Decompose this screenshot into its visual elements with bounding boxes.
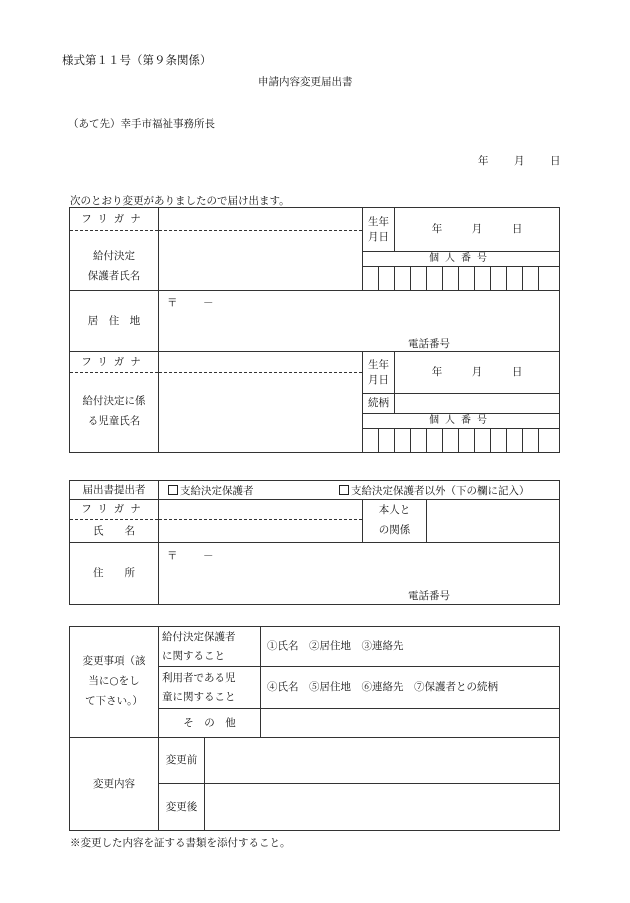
guardian-pn-digit[interactable]: [507, 267, 523, 291]
submitter-furigana-field[interactable]: [159, 500, 363, 520]
guardian-pn-digit[interactable]: [363, 267, 379, 291]
submitter-relation-field[interactable]: [427, 500, 560, 543]
birth-year-label: 年: [431, 223, 443, 236]
residence-phone-label: 電話番号: [408, 338, 450, 350]
child-personal-number-label: 個人番号: [363, 414, 560, 429]
form-title: 申請内容変更届出書: [258, 76, 353, 88]
checkbox-icon[interactable]: [339, 485, 349, 495]
option-other[interactable]: 支給決定保護者以外（下の欄に記入）: [339, 485, 530, 497]
submitter-table: [69, 480, 560, 605]
submitter-options: [159, 481, 560, 500]
submitter-address-label: 住 所: [70, 543, 159, 605]
before-field[interactable]: [205, 738, 560, 784]
submitter-phone-label: 電話番号: [408, 590, 450, 602]
guardian-name-field[interactable]: [159, 231, 363, 291]
guardian-pn-digit[interactable]: [395, 267, 411, 291]
submitter-name-field[interactable]: [159, 520, 363, 543]
guardian-change-options[interactable]: ①氏名 ②居住地 ③連絡先: [261, 627, 560, 667]
guardian-personal-number-label: 個人番号: [363, 252, 560, 267]
residence-field[interactable]: [159, 291, 560, 352]
other-category-label: そ の 他: [159, 709, 261, 738]
relation-label: 続柄: [363, 394, 395, 414]
child-furigana-label: フリガナ: [70, 352, 159, 373]
footnote: ※変更した内容を証する書類を添付すること。: [70, 837, 291, 849]
guardian-category-label: 給付決定保護者 に関すること: [159, 627, 261, 667]
form-number: 様式第１１号（第９条関係）: [62, 53, 212, 67]
guardian-furigana-label: フリガナ: [70, 208, 159, 231]
child-pn-digit[interactable]: [539, 428, 560, 452]
other-change-field[interactable]: [261, 709, 560, 738]
child-pn-digit[interactable]: [443, 428, 459, 452]
submitter-furigana-label: フリガナ: [70, 500, 159, 520]
child-birth-field[interactable]: [395, 352, 560, 394]
guardian-pn-digit[interactable]: [523, 267, 539, 291]
guardian-pn-digit[interactable]: [475, 267, 491, 291]
child-birth-day-label: 日: [511, 366, 523, 379]
after-label: 変更後: [159, 784, 205, 831]
child-pn-digit[interactable]: [491, 428, 507, 452]
submitter-name-label: 氏 名: [70, 520, 159, 543]
guardian-pn-digit[interactable]: [379, 267, 395, 291]
change-table: [69, 626, 560, 831]
child-pn-digit[interactable]: [507, 428, 523, 452]
guardian-birth-field[interactable]: [395, 208, 560, 252]
postal-mark: 〒: [167, 297, 178, 309]
birth-month-label: 月: [471, 223, 483, 236]
guardian-pn-digit[interactable]: [427, 267, 443, 291]
child-name-field[interactable]: [159, 373, 363, 453]
applicant-table: [69, 207, 560, 453]
date-year-label: 年: [478, 155, 489, 167]
checkbox-icon[interactable]: [168, 485, 178, 495]
child-birth-month-label: 月: [471, 366, 483, 379]
guardian-pn-digit[interactable]: [539, 267, 560, 291]
child-pn-digit[interactable]: [475, 428, 491, 452]
child-pn-digit[interactable]: [379, 428, 395, 452]
user-category-label: 利用者である児 童に関すること: [159, 667, 261, 709]
postal-mark: 〒: [167, 550, 178, 562]
submitter-address-field[interactable]: [159, 543, 560, 605]
date-day-label: 日: [550, 155, 561, 167]
relation-field[interactable]: [395, 394, 560, 414]
child-pn-digit[interactable]: [427, 428, 443, 452]
option-guardian[interactable]: 支給決定保護者: [168, 485, 254, 497]
date-month-label: 月: [514, 155, 525, 167]
change-item-label: 変更事項（該 当に○をし て下さい。）: [70, 627, 159, 738]
guardian-pn-digit[interactable]: [491, 267, 507, 291]
change-content-label: 変更内容: [70, 738, 159, 831]
guardian-pn-digit[interactable]: [459, 267, 475, 291]
child-pn-digit[interactable]: [459, 428, 475, 452]
child-furigana-field[interactable]: [159, 352, 363, 373]
before-label: 変更前: [159, 738, 205, 784]
user-change-options[interactable]: ④氏名 ⑤居住地 ⑥連絡先 ⑦保護者との続柄: [261, 667, 560, 709]
child-name-label: 給付決定に係 る児童氏名: [70, 373, 159, 453]
submitter-label: 届出書提出者: [70, 481, 159, 500]
child-birth-label: 生年 月日: [363, 352, 395, 394]
guardian-name-label: 給付決定 保護者氏名: [70, 231, 159, 291]
intro-text: 次のとおり変更がありましたので届け出ます。: [70, 195, 290, 207]
child-pn-digit[interactable]: [395, 428, 411, 452]
guardian-birth-label: 生年 月日: [363, 208, 395, 252]
after-field[interactable]: [205, 784, 560, 831]
birth-day-label: 日: [511, 223, 523, 236]
addressee: （あて先）幸手市福祉事務所長: [68, 118, 215, 130]
guardian-furigana-field[interactable]: [159, 208, 363, 231]
child-birth-year-label: 年: [431, 366, 443, 379]
postal-dash: －: [203, 550, 214, 562]
residence-label: 居 住 地: [70, 291, 159, 352]
postal-dash: －: [203, 297, 214, 309]
submitter-relation-label: 本人と の関係: [363, 500, 427, 543]
child-pn-digit[interactable]: [411, 428, 427, 452]
child-pn-digit[interactable]: [363, 428, 379, 452]
child-pn-digit[interactable]: [523, 428, 539, 452]
guardian-pn-digit[interactable]: [411, 267, 427, 291]
guardian-pn-digit[interactable]: [443, 267, 459, 291]
